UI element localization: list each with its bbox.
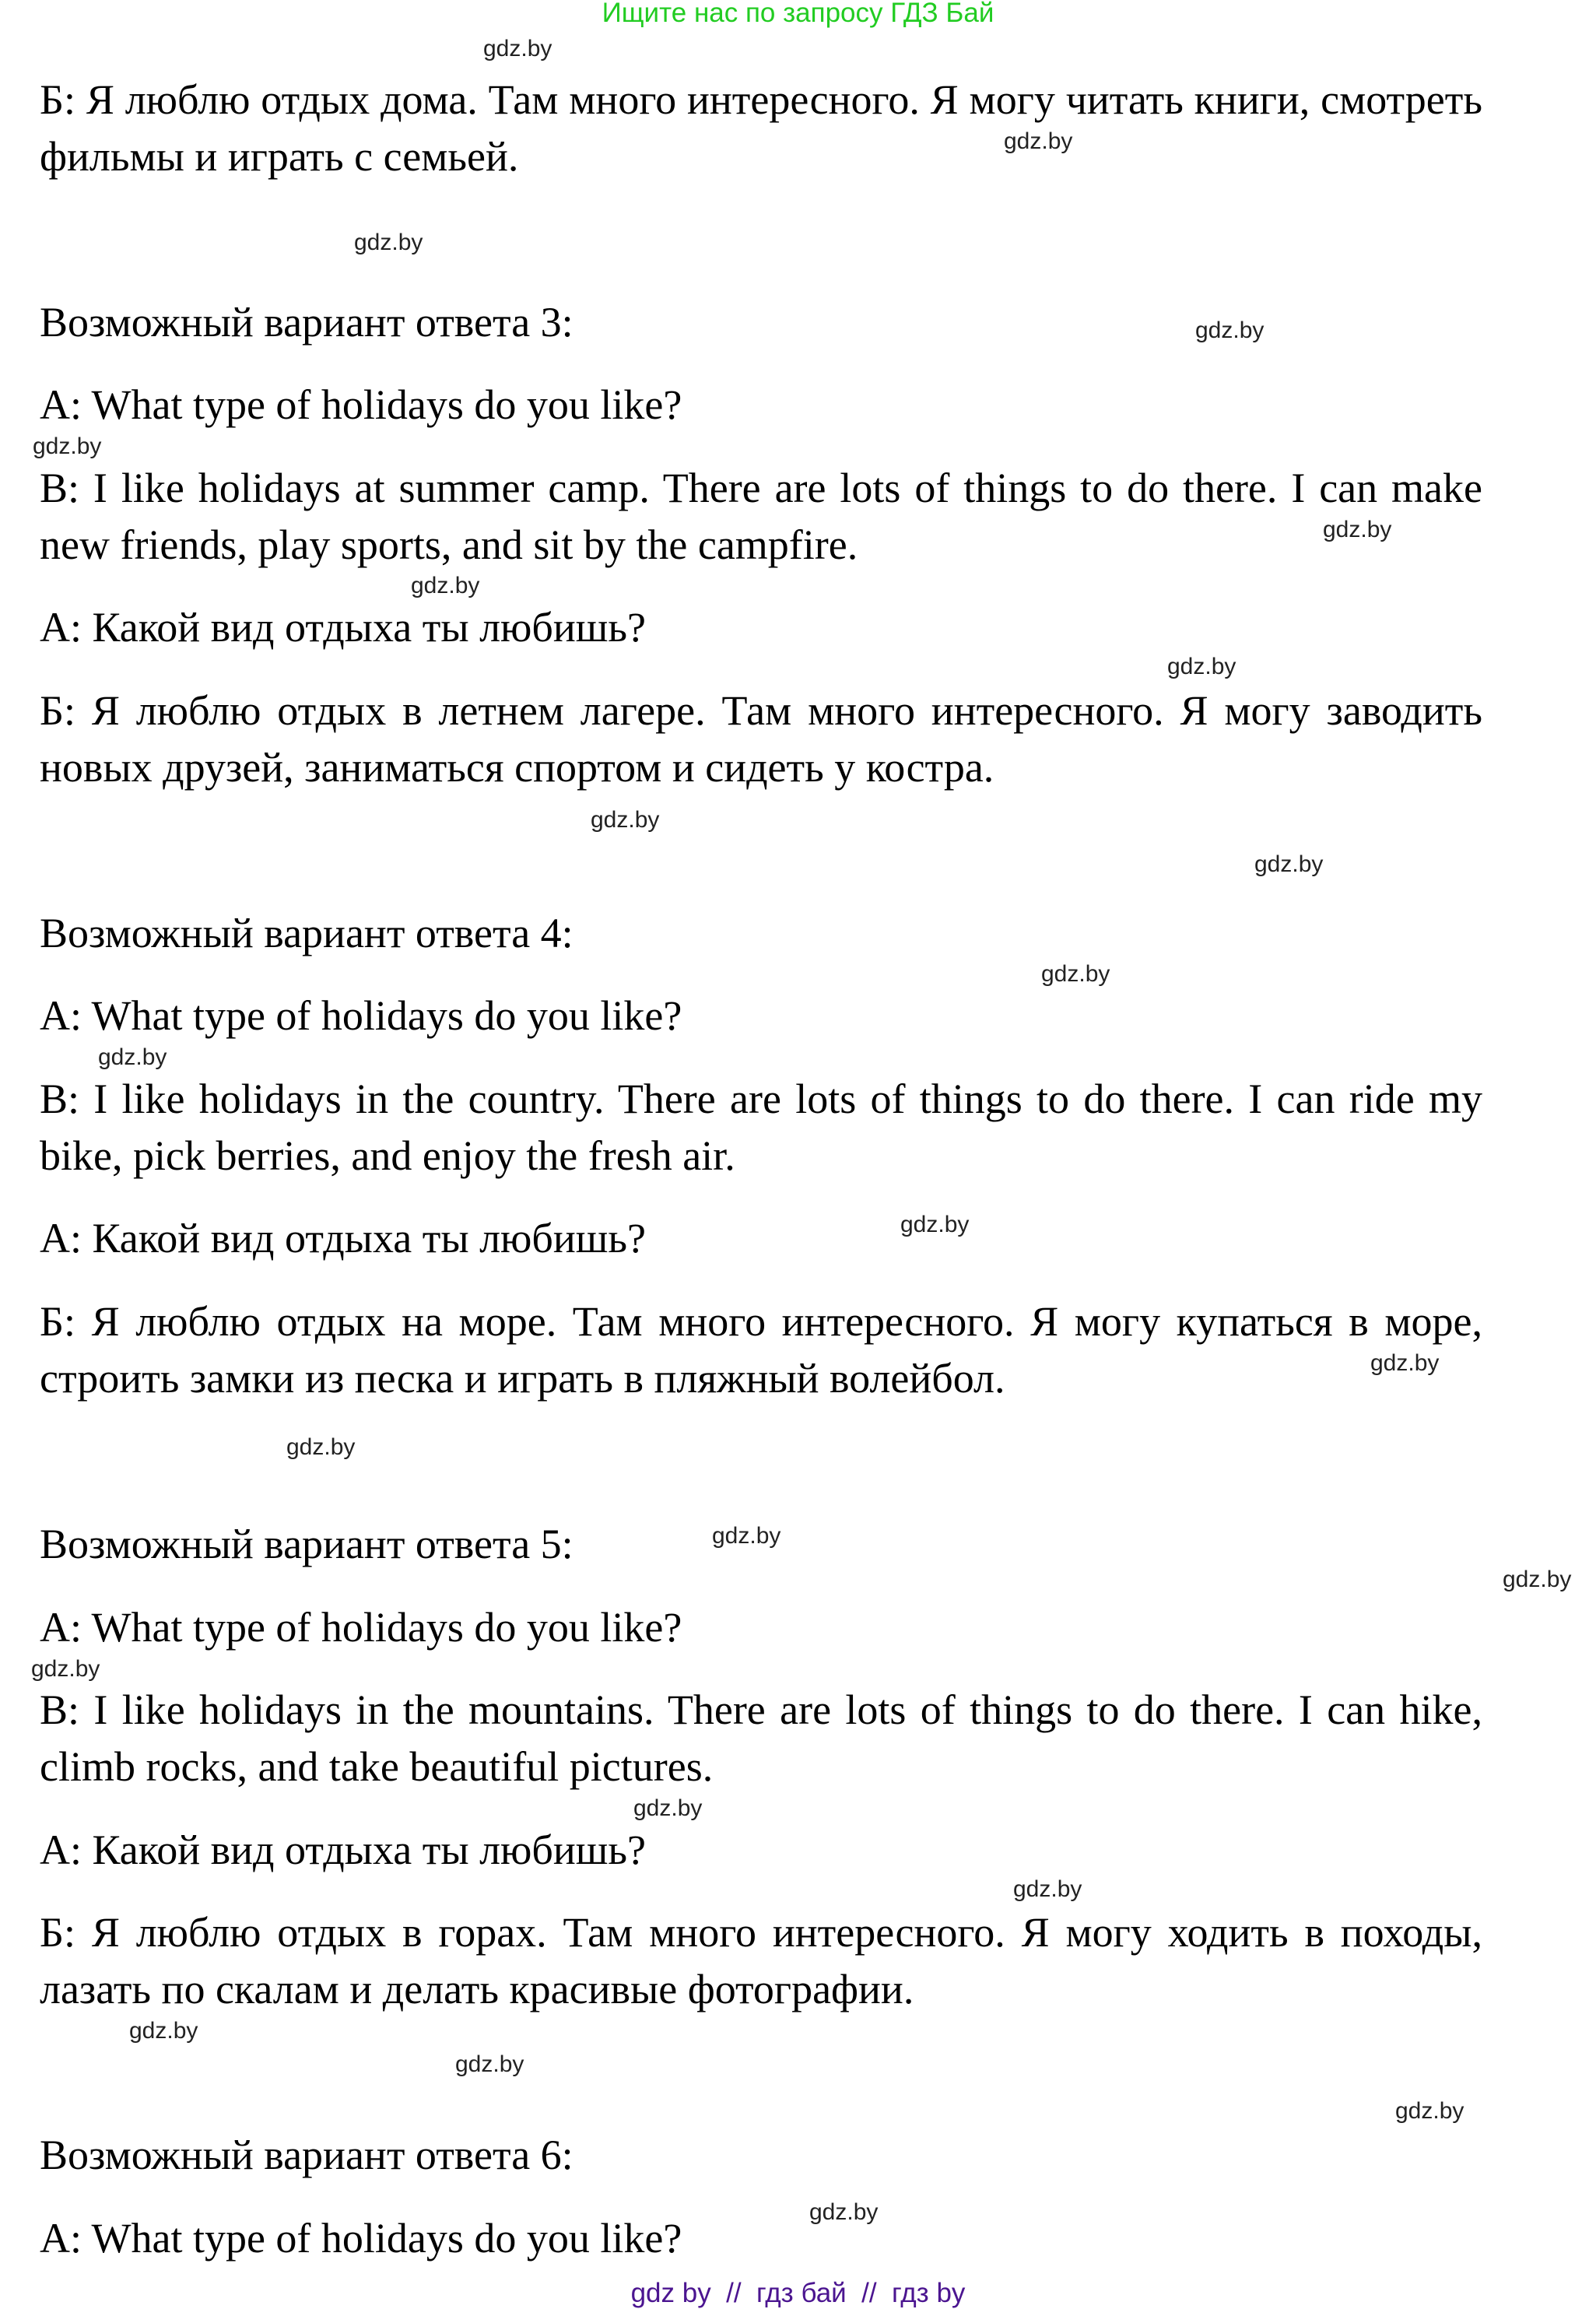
watermark: gdz.by	[900, 1212, 970, 1237]
watermark: gdz.by	[286, 1434, 356, 1460]
answer-line: Б: Я люблю отдых в летнем лагере. Там много интересного. Я могу заводить новых друзей, заниматься спортом и сидеть у костра.	[40, 687, 1482, 791]
answer-line: B: I like holidays at summer camp. There are lots of things to do there. I can make new friends, play sports, and sit by the campfire.	[40, 465, 1482, 568]
answer-line: А: Какой вид отдыха ты любишь?	[40, 1826, 646, 1873]
watermark: gdz.by	[98, 1044, 167, 1070]
answer-line: B: I like holidays in the country. There are lots of things to do there. I can ride my bike, pick berries, and enjoy the fresh air.	[40, 1076, 1482, 1179]
watermark: gdz.by	[809, 2199, 879, 2225]
watermark: gdz.by	[1195, 318, 1265, 343]
variant-heading: Возможный вариант ответа 5:	[40, 1521, 574, 1567]
watermark: gdz.by	[1013, 1876, 1082, 1902]
watermark: gdz.by	[1323, 517, 1392, 542]
answer-line: Б: Я люблю отдых в горах. Там много интересного. Я могу ходить в походы, лазать по скалам и делать красивые фотографии.	[40, 1909, 1482, 2012]
answer-line: А: Какой вид отдыха ты любишь?	[40, 1215, 646, 1262]
watermark: gdz.by	[455, 2051, 524, 2077]
answer-line: A: What type of holidays do you like?	[40, 2215, 682, 2262]
answer-line: A: What type of holidays do you like?	[40, 381, 682, 428]
watermark: gdz.by	[33, 433, 102, 459]
watermark: gdz.by	[1004, 128, 1073, 154]
watermark: gdz.by	[633, 1795, 703, 1821]
watermark: gdz.by	[411, 573, 480, 598]
watermark: gdz.by	[129, 2018, 198, 2044]
watermark: gdz.by	[591, 807, 660, 833]
watermark: gdz.by	[483, 36, 552, 61]
watermark: gdz.by	[1395, 2098, 1464, 2124]
watermark: gdz.by	[1503, 1567, 1572, 1592]
watermark: gdz.by	[1370, 1350, 1440, 1376]
variant-heading: Возможный вариант ответа 6:	[40, 2132, 574, 2178]
answer-line: Б: Я люблю отдых дома. Там много интересного. Я могу читать книги, смотреть фильмы и играть с семьей.	[40, 76, 1482, 180]
search-hint-banner: Ищите нас по запросу ГДЗ Бай	[602, 0, 994, 28]
watermark: gdz.by	[354, 230, 423, 255]
variant-heading: Возможный вариант ответа 4:	[40, 910, 574, 956]
watermark: gdz.by	[712, 1523, 781, 1549]
watermark: gdz.by	[1167, 654, 1236, 679]
watermark: gdz.by	[31, 1656, 100, 1682]
answer-line: А: Какой вид отдыха ты любишь?	[40, 604, 646, 651]
footer-links: gdz by // гдз бай // гдз by	[630, 2278, 966, 2308]
watermark: gdz.by	[1041, 961, 1110, 987]
answer-line: B: I like holidays in the mountains. There are lots of things to do there. I can hike, climb rocks, and take beautiful pictures.	[40, 1686, 1482, 1790]
variant-heading: Возможный вариант ответа 3:	[40, 299, 574, 346]
watermark: gdz.by	[1254, 851, 1324, 877]
answer-line: Б: Я люблю отдых на море. Там много интересного. Я могу купаться в море, строить замки из песка и играть в пляжный волейбол.	[40, 1298, 1482, 1402]
answer-line: A: What type of holidays do you like?	[40, 992, 682, 1039]
answer-line: A: What type of holidays do you like?	[40, 1604, 682, 1651]
